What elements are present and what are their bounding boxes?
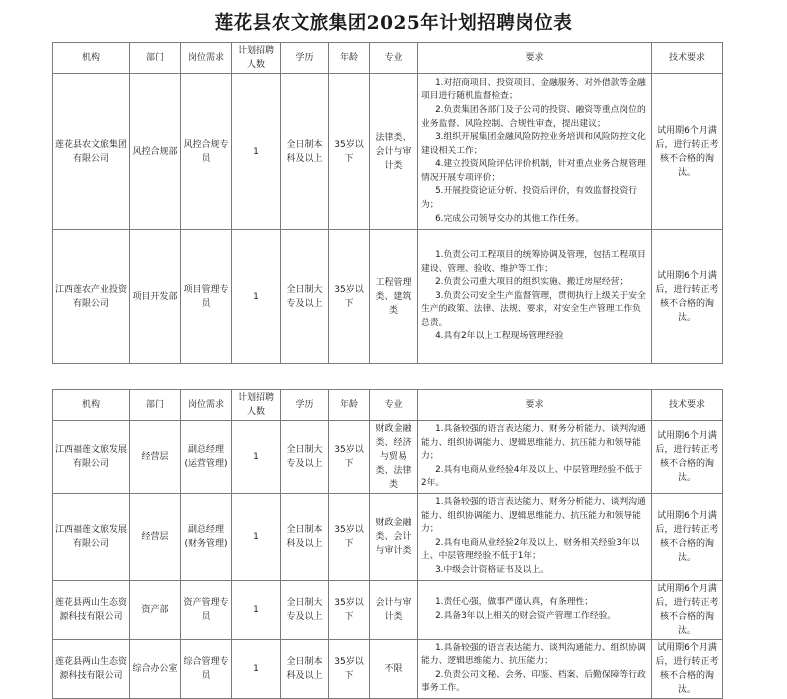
org-cell: 江西莲农产业投资有限公司 xyxy=(53,230,130,364)
major-cell: 法律类、会计与审计类 xyxy=(370,74,418,230)
edu-cell: 全日制本科及以上 xyxy=(281,639,329,698)
header-major: 专业 xyxy=(370,43,418,74)
edu-cell: 全日制本科及以上 xyxy=(281,74,329,230)
dept-cell: 项目开发部 xyxy=(130,230,181,364)
org-cell: 莲花县农文旅集团有限公司 xyxy=(53,74,130,230)
header-row xyxy=(53,43,723,74)
requirement-item: 1.责任心强，做事严谨认真，有条理性； xyxy=(435,596,594,607)
requirement-item: 2.具备3年以上相关的财会资产管理工作经验。 xyxy=(435,610,617,621)
edu-cell: 全日制本科及以上 xyxy=(281,494,329,581)
age-cell: 35岁以下 xyxy=(329,421,370,494)
count-cell: 1 xyxy=(232,494,281,581)
post-cell: 项目管理专员 xyxy=(181,230,232,364)
dept-cell: 经营层 xyxy=(130,421,181,494)
major-cell: 工程管理类、建筑类 xyxy=(370,230,418,364)
requirement-item: 4.建立投资风险评估评价机制，针对重点业务合规管理情况开展专项评价； xyxy=(421,159,646,183)
major-cell: 财政金融类、经济与贸易类、法律类 xyxy=(370,421,418,494)
recruitment-table-1 xyxy=(52,42,723,364)
requirement-item: 2.负责公司文秘、会务、印鉴、档案、后勤保障等行政事务工作。 xyxy=(421,669,646,694)
requirements-cell xyxy=(418,580,652,639)
requirement-item: 3.中级会计资格证书及以上。 xyxy=(435,564,550,575)
major-cell: 会计与审计类 xyxy=(370,580,418,639)
age-cell: 35岁以下 xyxy=(329,74,370,230)
count-cell: 1 xyxy=(232,639,281,698)
requirement-item: 2.负责公司重大项目的组织实施、搬迁房屋经营； xyxy=(435,277,629,288)
age-cell: 35岁以下 xyxy=(329,639,370,698)
header-req: 要求 xyxy=(418,43,652,74)
requirement-item: 3.负责公司安全生产监督管理，贯彻执行上级关于安全生产的政策、法律、法规、要求，对安全生产管理工作负总责。 xyxy=(421,290,646,328)
org-cell: 江西福莲文旅发展有限公司 xyxy=(53,421,130,494)
table-row xyxy=(53,421,723,494)
header-count: 计划招聘人数 xyxy=(232,390,281,421)
dept-cell: 资产部 xyxy=(130,580,181,639)
header-exam: 技术要求 xyxy=(652,43,723,74)
org-cell: 江西福莲文旅发展有限公司 xyxy=(53,494,130,581)
exam-cell: 试用期6个月满后，进行转正考核不合格的淘汰。 xyxy=(652,421,723,494)
table-row xyxy=(53,74,723,230)
header-org: 机构 xyxy=(53,43,130,74)
requirement-item: 2.具有电商从业经验4年及以上、中层管理经验不低于2年。 xyxy=(421,464,643,489)
requirement-item: 6.完成公司领导交办的其他工作任务。 xyxy=(435,213,585,224)
requirement-item: 1.具备较强的语言表达能力、谈判沟通能力、组织协调能力、逻辑思维能力、抗压能力； xyxy=(421,642,646,667)
count-cell: 1 xyxy=(232,580,281,639)
org-cell: 莲花县两山生态资源科技有限公司 xyxy=(53,639,130,698)
requirement-item: 3.组织开展集团金融风险防控业务培训和风险防控文化建设相关工作； xyxy=(421,132,646,156)
post-cell: 副总经理(运营管理) xyxy=(181,421,232,494)
dept-cell: 风控合规部 xyxy=(130,74,181,230)
org-cell: 莲花县两山生态资源科技有限公司 xyxy=(53,580,130,639)
requirement-item: 2.负责集团各部门及子公司的投资、融资等重点岗位的业务监督、风险控制、合规性审查，提出建议； xyxy=(421,104,646,129)
header-post: 岗位需求 xyxy=(181,43,232,74)
age-cell: 35岁以下 xyxy=(329,494,370,581)
exam-cell: 试用期6个月满后，进行转正考核不合格的淘汰。 xyxy=(652,74,723,230)
header-count: 计划招聘人数 xyxy=(232,43,281,74)
exam-cell: 试用期6个月满后，进行转正考核不合格的淘汰。 xyxy=(652,639,723,698)
post-cell: 资产管理专员 xyxy=(181,580,232,639)
edu-cell: 全日制大专及以上 xyxy=(281,421,329,494)
table-row xyxy=(53,580,723,639)
header-edu: 学历 xyxy=(281,43,329,74)
major-cell: 财政金融类、会计与审计类 xyxy=(370,494,418,581)
edu-cell: 全日制大专及以上 xyxy=(281,580,329,639)
page-title: 莲花县农文旅集团2025年计划招聘岗位表 xyxy=(214,13,573,34)
table-row xyxy=(53,230,723,364)
requirements-cell xyxy=(418,494,652,581)
header-age: 年龄 xyxy=(329,390,370,421)
age-cell: 35岁以下 xyxy=(329,580,370,639)
requirements-cell xyxy=(418,74,652,230)
header-post: 岗位需求 xyxy=(181,390,232,421)
table-row xyxy=(53,639,723,698)
header-org: 机构 xyxy=(53,390,130,421)
count-cell: 1 xyxy=(232,230,281,364)
exam-cell: 试用期6个月满后，进行转正考核不合格的淘汰。 xyxy=(652,230,723,364)
requirement-item: 2.具有电商从业经验2年及以上、财务相关经验3年以上、中层管理经验不低于1年； xyxy=(421,537,640,562)
requirements-cell xyxy=(418,230,652,364)
count-cell: 1 xyxy=(232,421,281,494)
requirement-item: 5.开展投资论证分析、投资后评价，有效监督投资行为； xyxy=(421,186,638,211)
count-cell: 1 xyxy=(232,74,281,230)
header-age: 年龄 xyxy=(329,43,370,74)
header-dept: 部门 xyxy=(130,43,181,74)
requirements-cell xyxy=(418,639,652,698)
post-cell: 副总经理(财务管理) xyxy=(181,494,232,581)
table-row xyxy=(53,494,723,581)
requirements-cell xyxy=(418,421,652,494)
header-major: 专业 xyxy=(370,390,418,421)
requirement-item: 4.具有2年以上工程现场管理经验 xyxy=(435,331,564,342)
header-edu: 学历 xyxy=(281,390,329,421)
dept-cell: 综合办公室 xyxy=(130,639,181,698)
header-exam: 技术要求 xyxy=(652,390,723,421)
edu-cell: 全日制大专及以上 xyxy=(281,230,329,364)
recruitment-table-2 xyxy=(52,389,723,699)
requirement-item: 1.负责公司工程项目的统筹协调及管理，包括工程项目建设、管理、验收、维护等工作； xyxy=(421,249,646,274)
major-cell: 不限 xyxy=(370,639,418,698)
post-cell: 综合管理专员 xyxy=(181,639,232,698)
age-cell: 35岁以下 xyxy=(329,230,370,364)
header-req: 要求 xyxy=(418,390,652,421)
exam-cell: 试用期6个月满后，进行转正考核不合格的淘汰。 xyxy=(652,494,723,581)
header-row xyxy=(53,390,723,421)
requirement-item: 1.对招商项目、投资项目、金融服务、对外借款等金融项目进行随机监督检查； xyxy=(421,77,646,102)
header-dept: 部门 xyxy=(130,390,181,421)
post-cell: 风控合规专员 xyxy=(181,74,232,230)
requirement-item: 1.具备较强的语言表达能力、财务分析能力、谈判沟通能力、组织协调能力、逻辑思维能力、抗压能力和领导能力； xyxy=(421,424,646,462)
exam-cell: 试用期6个月满后，进行转正考核不合格的淘汰。 xyxy=(652,580,723,639)
requirement-item: 1.具备较强的语言表达能力、财务分析能力、谈判沟通能力、组织协调能力、逻辑思维能力、抗压能力和领导能力； xyxy=(421,497,646,535)
dept-cell: 经营层 xyxy=(130,494,181,581)
